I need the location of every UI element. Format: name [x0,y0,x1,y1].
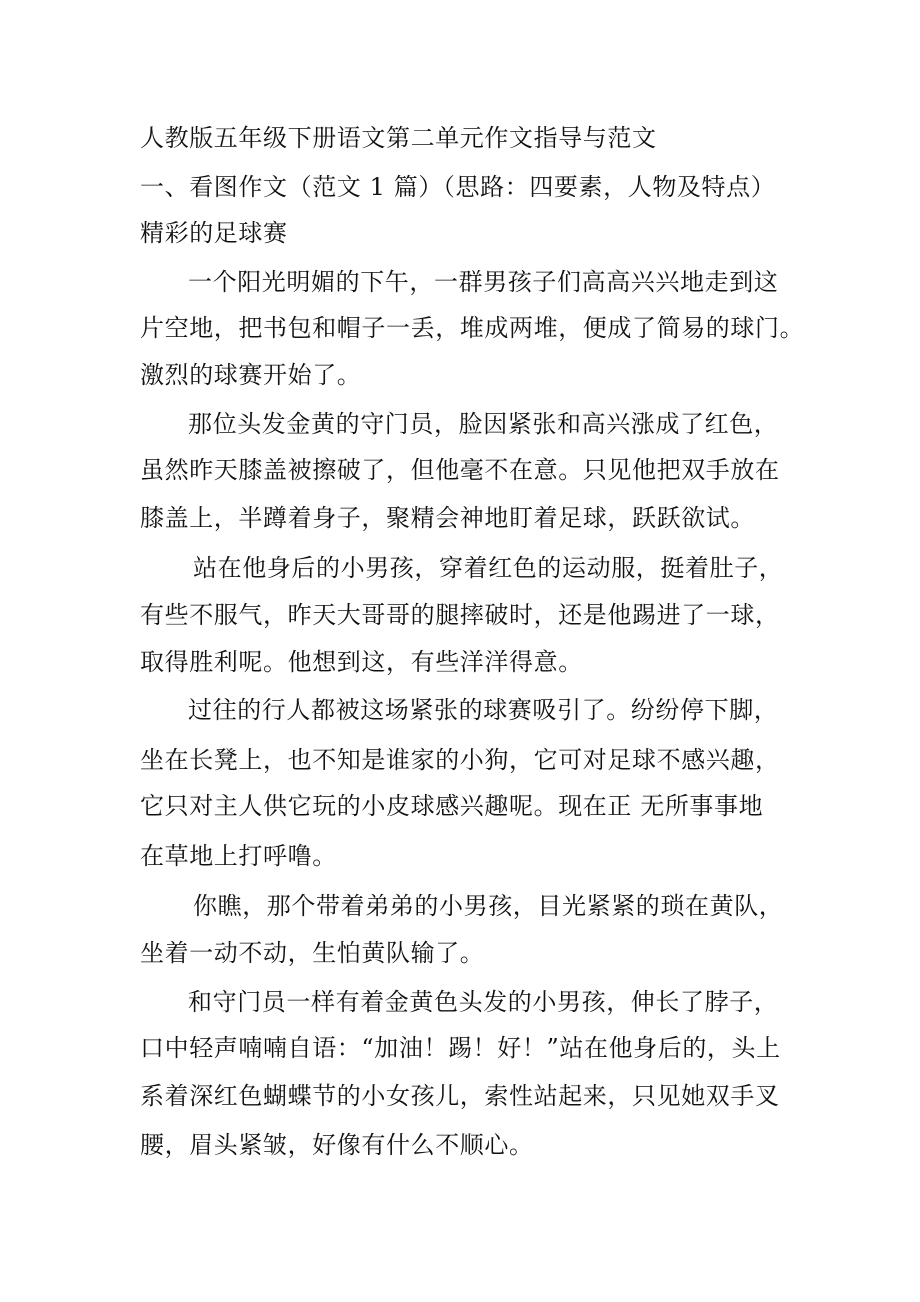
paragraph-line: 坐在长凳上，也不知是谁家的小狗，它可对足球不感兴趣， [140,746,780,774]
paragraph-line: 腰，眉头紧皱，好像有什么不顺心。 [140,1131,534,1159]
paragraph-line: 激烈的球赛开始了。 [140,361,362,389]
paragraph-line: 那位头发金黄的守门员，脸因紧张和高兴涨成了红色， [188,410,779,438]
paragraph-line: 有些不服气，昨天大哥哥的腿摔破时，还是他踢进了一球， [140,601,780,629]
paragraph-line: 它只对主人供它玩的小皮球感兴趣呢。现在正 无所事事地 [140,792,764,820]
paragraph-line: 过往的行人都被这场紧张的球赛吸引了。纷纷停下脚， [188,696,779,724]
paragraph-line: 虽然昨天膝盖被擦破了，但他毫不在意。只见他把双手放在 [140,456,780,484]
section-heading: 一、看图作文（范文 1 篇）（思路：四要素，人物及特点） [140,173,776,201]
paragraph-line: 坐着一动不动，生怕黄队输了。 [140,939,485,967]
paragraph-line: 片空地，把书包和帽子一丢，堆成两堆，便成了简易的球门。 [140,314,805,342]
document-title: 人教版五年级下册语文第二单元作文指导与范文 [140,124,657,152]
essay-title: 精彩的足球赛 [140,219,288,247]
paragraph-line: 一个阳光明媚的下午，一群男孩子们高高兴兴地走到这 [188,268,779,296]
paragraph-line: 你瞧，那个带着弟弟的小男孩，目光紧紧的琐在黄队， [193,892,784,920]
paragraph-line: 站在他身后的小男孩，穿着红色的运动服，挺着肚子， [193,554,784,582]
paragraph-line: 口中轻声喃喃自语：“加油！踢！好！”站在他身后的，头上 [140,1034,781,1062]
paragraph-line: 膝盖上，半蹲着身子，聚精会神地盯着足球，跃跃欲试。 [140,504,755,532]
paragraph-line: 系着深红色蝴蝶节的小女孩儿，索性站起来，只见她双手叉 [140,1082,780,1110]
paragraph-line: 在草地上打呼噜。 [140,842,337,870]
paragraph-line: 取得胜利呢。他想到这，有些洋洋得意。 [140,648,583,676]
paragraph-line: 和守门员一样有着金黄色头发的小男孩，伸长了脖子， [188,988,779,1016]
